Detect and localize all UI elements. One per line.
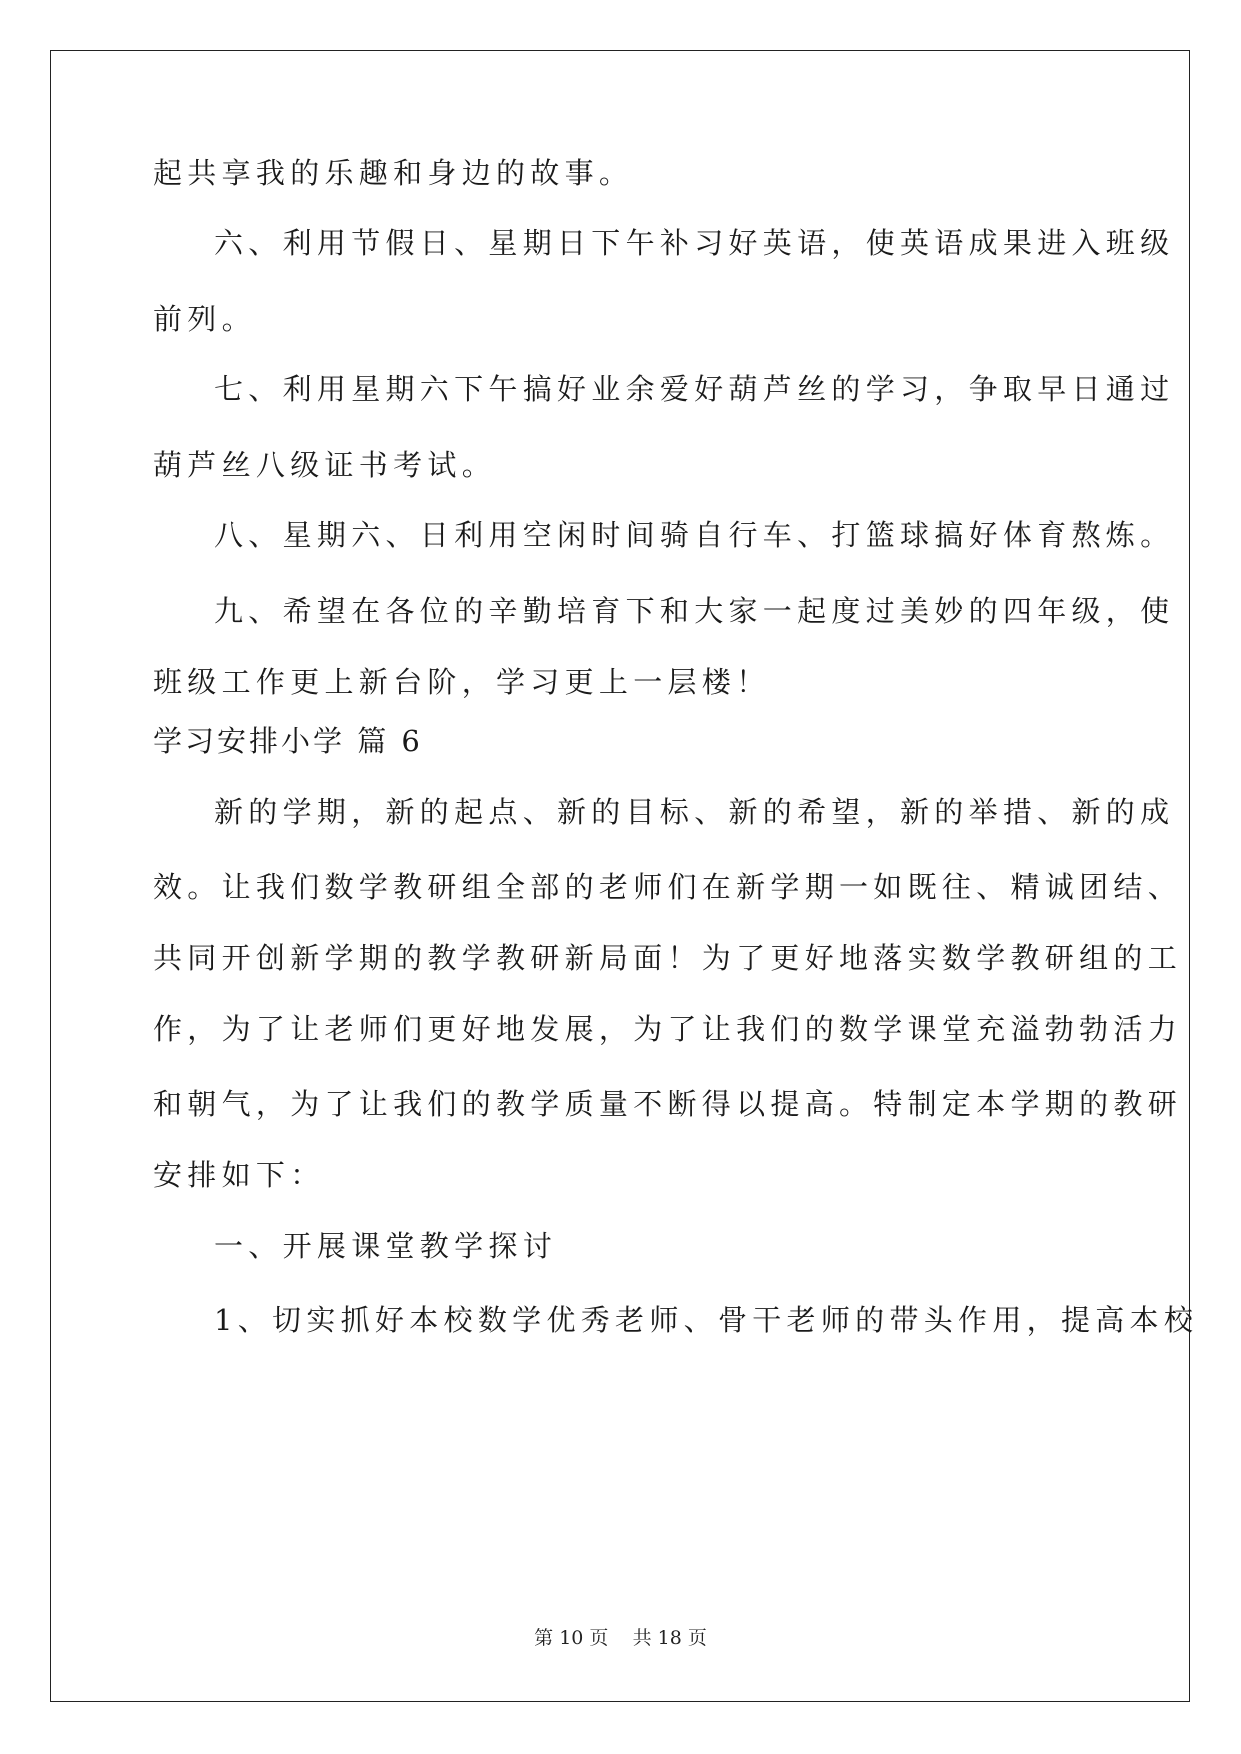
paragraph-line: 七、利用星期六下午搞好业余爱好葫芦丝的学习，争取早日通过: [214, 372, 1175, 406]
paragraph-line: 班级工作更上新台阶，学习更上一层楼！: [153, 665, 771, 699]
paragraph-line: 八、星期六、日利用空闲时间骑自行车、打篮球搞好体育熬炼。: [214, 518, 1175, 552]
paragraph-line: 新的学期，新的起点、新的目标、新的希望，新的举措、新的成: [214, 795, 1175, 829]
paragraph-line: 1、切实抓好本校数学优秀老师、骨干老师的带头作用，提高本校: [214, 1303, 1199, 1337]
paragraph-line: 葫芦丝八级证书考试。: [153, 448, 497, 482]
paragraph-line: 起共享我的乐趣和身边的故事。: [153, 156, 634, 190]
subheading-line: 一、开展课堂教学探讨: [214, 1229, 558, 1263]
paragraph-line: 作，为了让老师们更好地发展，为了让我们的数学课堂充溢勃勃活力: [153, 1012, 1183, 1046]
paragraph-line: 九、希望在各位的辛勤培育下和大家一起度过美妙的四年级，使: [214, 594, 1175, 628]
paragraph-line: 共同开创新学期的教学教研新局面！为了更好地落实数学教研组的工: [153, 941, 1183, 975]
page-number-footer: 第 10 页 共 18 页: [534, 1627, 707, 1649]
paragraph-line: 安排如下：: [153, 1158, 325, 1192]
section-heading: 学习安排小学 篇 6: [153, 724, 423, 758]
paragraph-line: 和朝气，为了让我们的教学质量不断得以提高。特制定本学期的教研: [153, 1087, 1183, 1121]
paragraph-line: 六、利用节假日、星期日下午补习好英语，使英语成果进入班级: [214, 226, 1175, 260]
paragraph-line: 效。让我们数学教研组全部的老师们在新学期一如既往、精诚团结、: [153, 870, 1183, 904]
paragraph-line: 前列。: [153, 302, 256, 336]
